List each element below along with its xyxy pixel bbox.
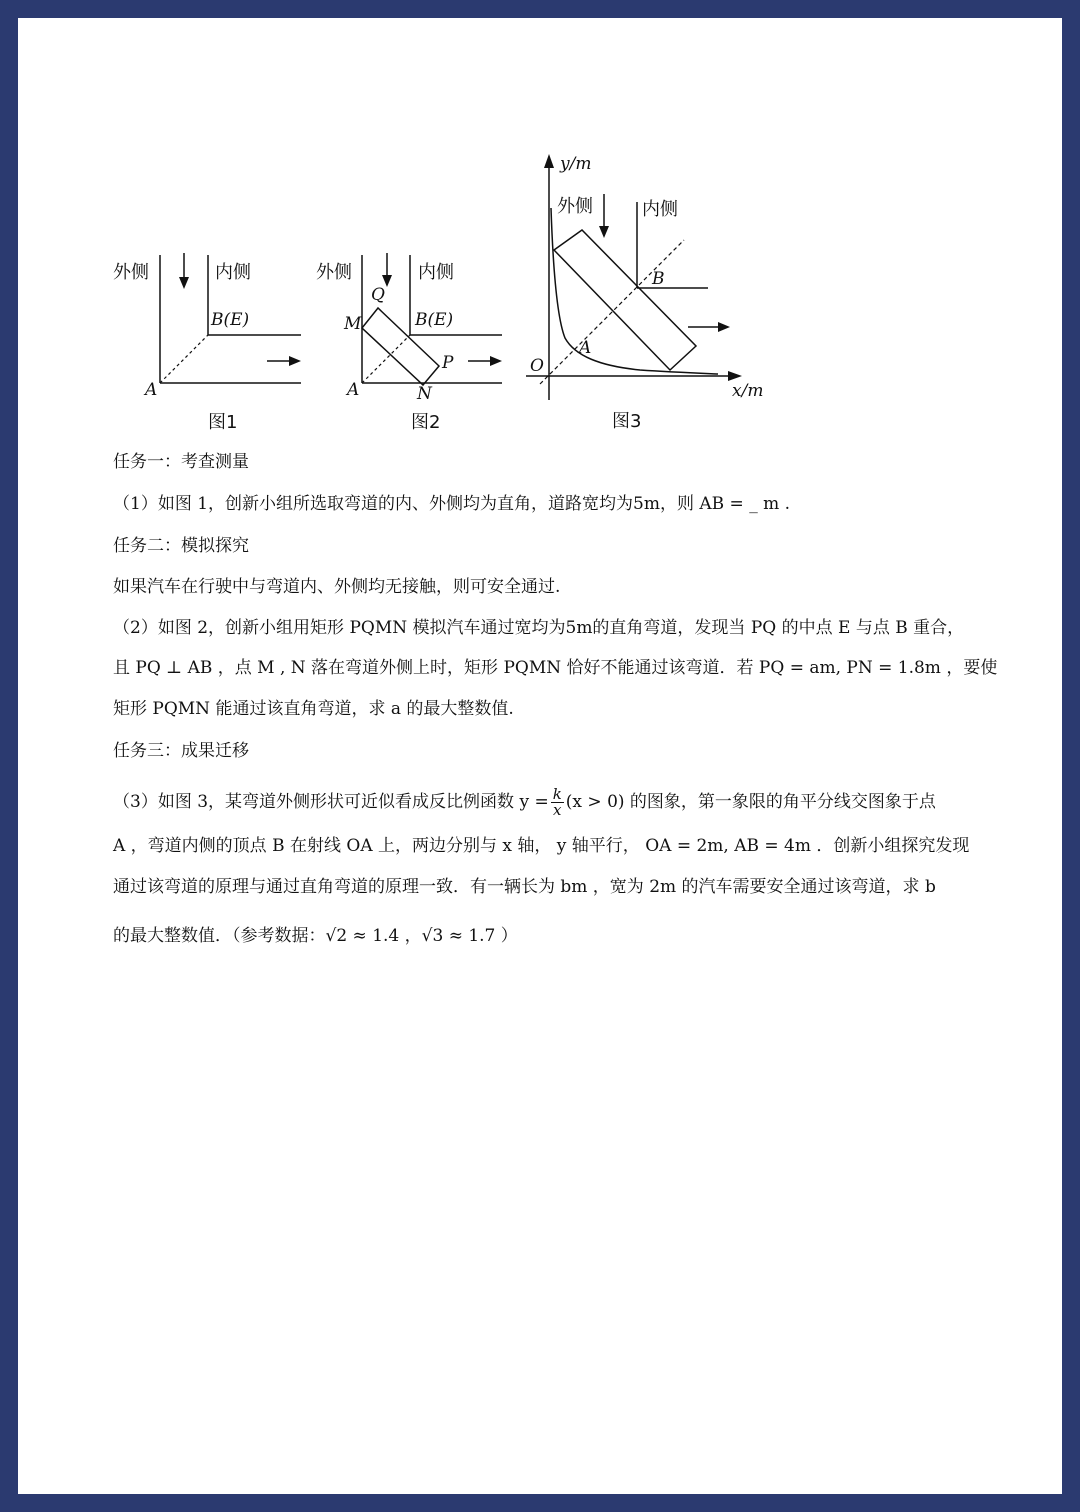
point-m-label: M: [344, 314, 362, 334]
task2-question-line2: 且 PQ ⊥ AB ，点 M , N 落在弯道外侧上时，矩形 PQMN 恰好不能通过该弯道．若 PQ = am, PN = 1.8m ，要使: [113, 658, 998, 678]
y-axis-arrow: [544, 154, 554, 168]
task2-question-line3: 矩形 PQMN 能通过该直角弯道，求 a 的最大整数值.: [113, 699, 514, 719]
task1-title: 任务一：考查测量: [113, 452, 249, 472]
figure-3-caption: 图3: [612, 411, 642, 432]
inner-label: 内侧: [642, 199, 678, 220]
task1-question: （1）如图 1，创新小组所选取弯道的内、外侧均为直角，道路宽均为5m，则 AB = _ m .: [113, 494, 791, 514]
x-axis-arrow: [728, 371, 742, 381]
task3-question-line4: 的最大整数值．（参考数据：√2 ≈ 1.4 ，√3 ≈ 1.7 ）: [113, 926, 518, 946]
right-arrow-head: [490, 356, 502, 366]
y-axis-label: y/m: [560, 154, 592, 174]
point-n-label: N: [417, 384, 432, 404]
x-axis-label: x/m: [732, 381, 764, 401]
point-a-label: A: [579, 338, 592, 358]
problem-text: [113, 452, 998, 952]
task3-title: 任务三：成果迁移: [113, 741, 249, 761]
right-arrow-head: [718, 322, 730, 332]
inner-label: 内侧: [215, 262, 251, 283]
outer-label: 外侧: [113, 262, 149, 283]
figure-3: [520, 148, 780, 438]
task3-question-line2: A ，弯道内侧的顶点 B 在射线 OA 上，两边分别与 x 轴， y 轴平行， OA = 2m, AB = 4m ．创新小组探究发现: [113, 836, 970, 856]
task3-line1-suffix: (x > 0) 的图象，第一象限的角平分线交图象于点: [565, 792, 936, 812]
fraction-k-over-x: [551, 784, 564, 819]
diagonal-ab: [362, 335, 410, 383]
down-arrow-head: [599, 226, 609, 238]
task2-question-line1: （2）如图 2，创新小组用矩形 PQMN 模拟汽车通过宽均为5m的直角弯道，发现当 PQ 的中点 E 与点 B 重合，: [113, 618, 965, 638]
point-b-label: B: [652, 269, 665, 289]
point-q-label: Q: [371, 285, 385, 305]
diagonal-ab: [160, 335, 208, 383]
figure-1: [105, 245, 315, 435]
down-arrow-head: [179, 277, 189, 289]
figure-1-caption: 图1: [208, 412, 238, 433]
task2-intro: 如果汽车在行驶中与弯道内、外侧均无接触，则可安全通过.: [113, 577, 561, 597]
fraction-denominator: x: [553, 800, 562, 819]
task2-title: 任务二：模拟探究: [113, 536, 249, 556]
figure-2-caption: 图2: [411, 412, 441, 433]
fraction-numerator: k: [552, 784, 562, 803]
point-a-label: A: [347, 380, 360, 400]
right-arrow-head: [289, 356, 301, 366]
point-p-label: P: [442, 353, 454, 373]
figure-2: [310, 245, 520, 435]
point-a-label: A: [145, 380, 158, 400]
task3-question-line3: 通过该弯道的原理与通过直角弯道的原理一致．有一辆长为 bm ，宽为 2m 的汽车需要安全通过该弯道，求 b: [113, 877, 936, 897]
inner-label: 内侧: [418, 262, 454, 283]
origin-label: O: [530, 356, 544, 376]
point-be-label: B(E): [415, 310, 454, 330]
outer-label: 外侧: [557, 196, 593, 217]
task3-line1-prefix: （3）如图 3，某弯道外侧形状可近似看成反比例函数 y =: [113, 792, 549, 812]
task3-question-line1: [113, 782, 936, 822]
outer-label: 外侧: [316, 262, 352, 283]
point-be-label: B(E): [211, 310, 250, 330]
